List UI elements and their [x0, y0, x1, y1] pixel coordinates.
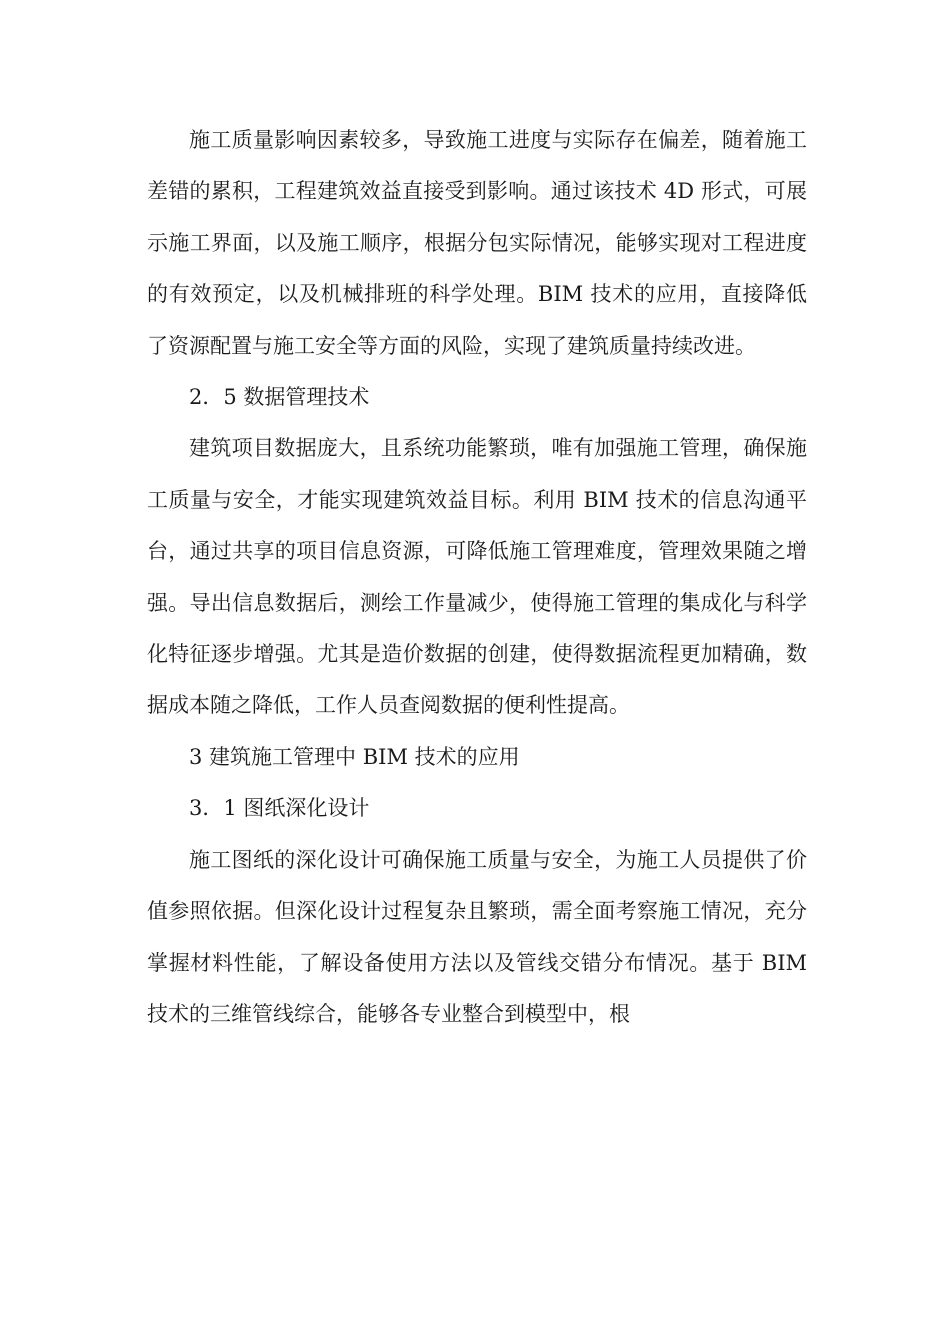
- section-heading-3: 3 建筑施工管理中 BIM 技术的应用: [189, 744, 520, 769]
- section-heading-2-5: 2．5 数据管理技术: [189, 385, 370, 410]
- paragraph-construction-quality: 施工质量影响因素较多，导致施工进度与实际存在偏差，随着施工差错的累积，工程建筑效益直接受到影响。通过该技术 4D 形式，可展示施工界面，以及施工顺序，根据分包实际情况，能够实现对工程进度的有效预定，以及机械排班的科学处理。BIM 技术的应用，直接降低了资源配置与施工安全等方面的风险，实现了建筑质量持续改进。: [147, 128, 807, 358]
- document-body: [147, 115, 807, 1040]
- section-heading-3-1: 3．1 图纸深化设计: [189, 796, 370, 821]
- paragraph-data-management: 建筑项目数据庞大，且系统功能繁琐，唯有加强施工管理，确保施工质量与安全，才能实现建筑效益目标。利用 BIM 技术的信息沟通平台，通过共享的项目信息资源，可降低施工管理难度，管理效果随之增强。导出信息数据后，测绘工作量减少，使得施工管理的集成化与科学化特征逐步增强。尤其是造价数据的创建，使得数据流程更加精确，数据成本随之降低，工作人员查阅数据的便利性提高。: [147, 436, 807, 718]
- paragraph-drawing-design: 施工图纸的深化设计可确保施工质量与安全，为施工人员提供了价值参照依据。但深化设计过程复杂且繁琐，需全面考察施工情况，充分掌握材料性能，了解设备使用方法以及管线交错分布情况。基于 BIM 技术的三维管线综合，能够各专业整合到模型中，根: [147, 847, 807, 1026]
